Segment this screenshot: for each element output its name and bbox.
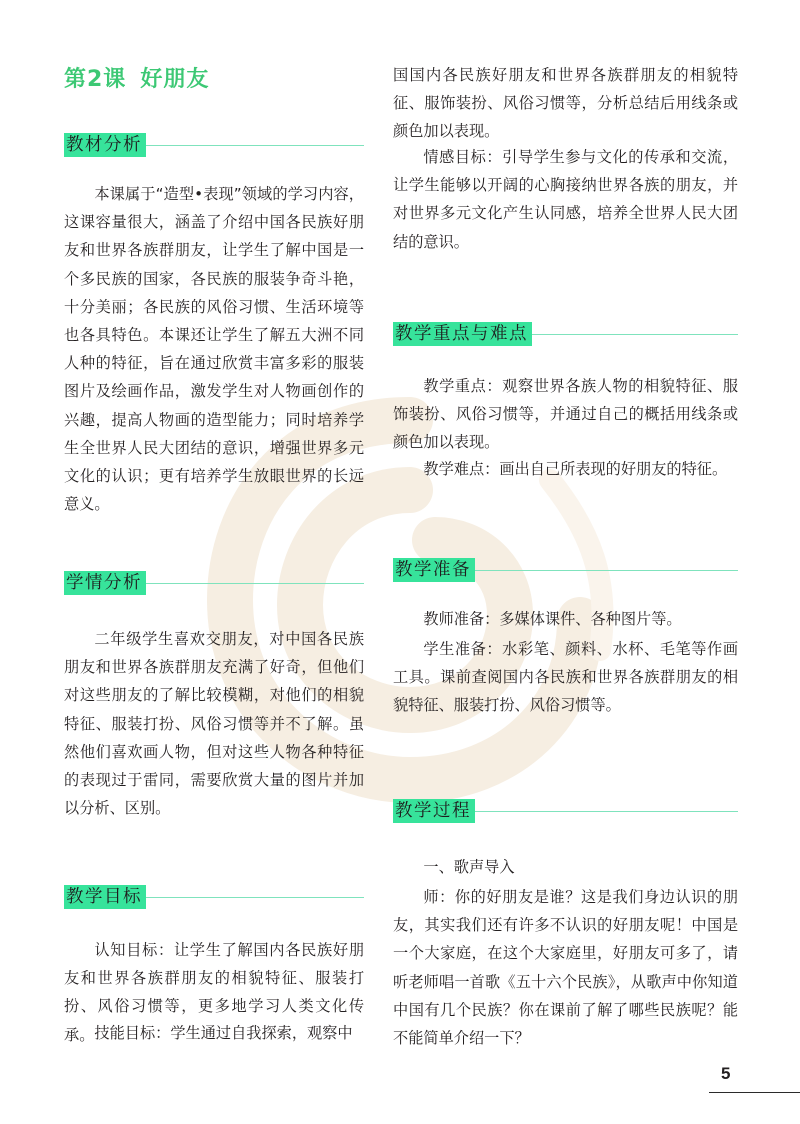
heading-label: 学情分析 bbox=[64, 571, 146, 595]
heading-label: 教材分析 bbox=[64, 133, 146, 157]
paragraph-jiaocai: 本课属于“造型•表现”领域的学习内容，这课容量很大，涵盖了介绍中国各民族好朋友和世界各族群朋友，让学生了解中国是一个多民族的国家，各民族的服装争奇斗艳，十分美丽；各民族的风俗习惯、生活环境等也各具特色。本课还让学生了解五大洲不同人种的特征，旨在通过欣赏丰富多彩的服装图片及绘画作品，激发学生对人物画创作的兴趣，提高人物画的造型能力；同时培养学生全世界人民大团结的意识，增强世界多元文化的认识；更有培养学生放眼世界的长远意义。 bbox=[64, 185, 364, 514]
paragraph-teacher-prep: 教师准备：多媒体课件、各种图片等。 bbox=[423, 610, 682, 628]
section-heading-mubiao bbox=[64, 885, 364, 909]
paragraph-xueqing: 二年级学生喜欢交朋友，对中国各民族朋友和世界各族群朋友充满了好奇，但他们对这些朋友的了解比较模糊，对他们的相貌特征、服装打扮、风俗习惯等并不了解。虽然他们喜欢画人物，但对这些人物各种特征的表现过于雷同，需要欣赏大量的图片并加以分析、区别。 bbox=[64, 630, 364, 818]
paragraph-jineng-start: 技能目标：学生通过自我探索，观察中 bbox=[94, 1024, 353, 1042]
page-number: 5 bbox=[721, 1064, 731, 1083]
paragraph-jineng-cont: 国国内各民族好朋友和世界各族群朋友的相貌特征、服饰装扮、风俗习惯等，分析总结后用线条或颜色加以表现。 bbox=[393, 66, 738, 141]
heading-label: 教学目标 bbox=[64, 885, 146, 909]
lesson-title bbox=[64, 62, 209, 93]
paragraph-qinggan: 情感目标：引导学生参与文化的传承和交流，让学生能够以开阔的心胸接纳世界各族的朋友，并对世界多元文化产生认同感，培养全世界人民大团结的意识。 bbox=[393, 148, 738, 251]
section-heading-zhunbei bbox=[393, 558, 738, 582]
page-number-block bbox=[709, 1058, 800, 1094]
page-number-rule bbox=[709, 1092, 800, 1093]
heading-label: 教学重点与难点 bbox=[393, 322, 532, 346]
paragraph-nandian: 教学难点：画出自己所表现的好朋友的特征。 bbox=[423, 460, 728, 478]
lesson-name: 好朋友 bbox=[140, 67, 210, 92]
paragraph-student-prep: 学生准备：水彩笔、颜料、水杯、毛笔等作画工具。课前查阅国内各民族和世界各族群朋友的相貌特征、服装打扮、风俗习惯等。 bbox=[393, 640, 738, 715]
paragraph-renzhi: 认知目标：让学生了解国内各民族好朋友和世界各族群朋友的相貌特征、服装打扮、风俗习惯等，更多地学习人类文化传承。 bbox=[64, 941, 364, 1044]
section-heading-guocheng bbox=[393, 799, 738, 823]
lesson-number: 第2课 bbox=[64, 67, 127, 92]
heading-label: 教学过程 bbox=[393, 799, 475, 823]
paragraph-teacher-talk: 师：你的好朋友是谁？这是我们身边认识的朋友，其实我们还有许多不认识的好朋友呢！中国是一个大家庭，在这个大家庭里，好朋友可多了，请听老师唱一首歌《五十六个民族》，从歌声中你知道中国有几个民族？你在课前了解了哪些民族呢？能不能简单介绍一下？ bbox=[393, 888, 738, 1048]
paragraph-zhongdian: 教学重点：观察世界各族人物的相貌特征、服饰装扮、风俗习惯等，并通过自己的概括用线条或颜色加以表现。 bbox=[393, 377, 738, 452]
section-heading-jiaocai bbox=[64, 133, 364, 157]
paragraph-step1: 一、歌声导入 bbox=[423, 858, 515, 876]
section-heading-zhongdian bbox=[393, 322, 738, 346]
section-heading-xueqing bbox=[64, 571, 364, 595]
heading-label: 教学准备 bbox=[393, 558, 475, 582]
